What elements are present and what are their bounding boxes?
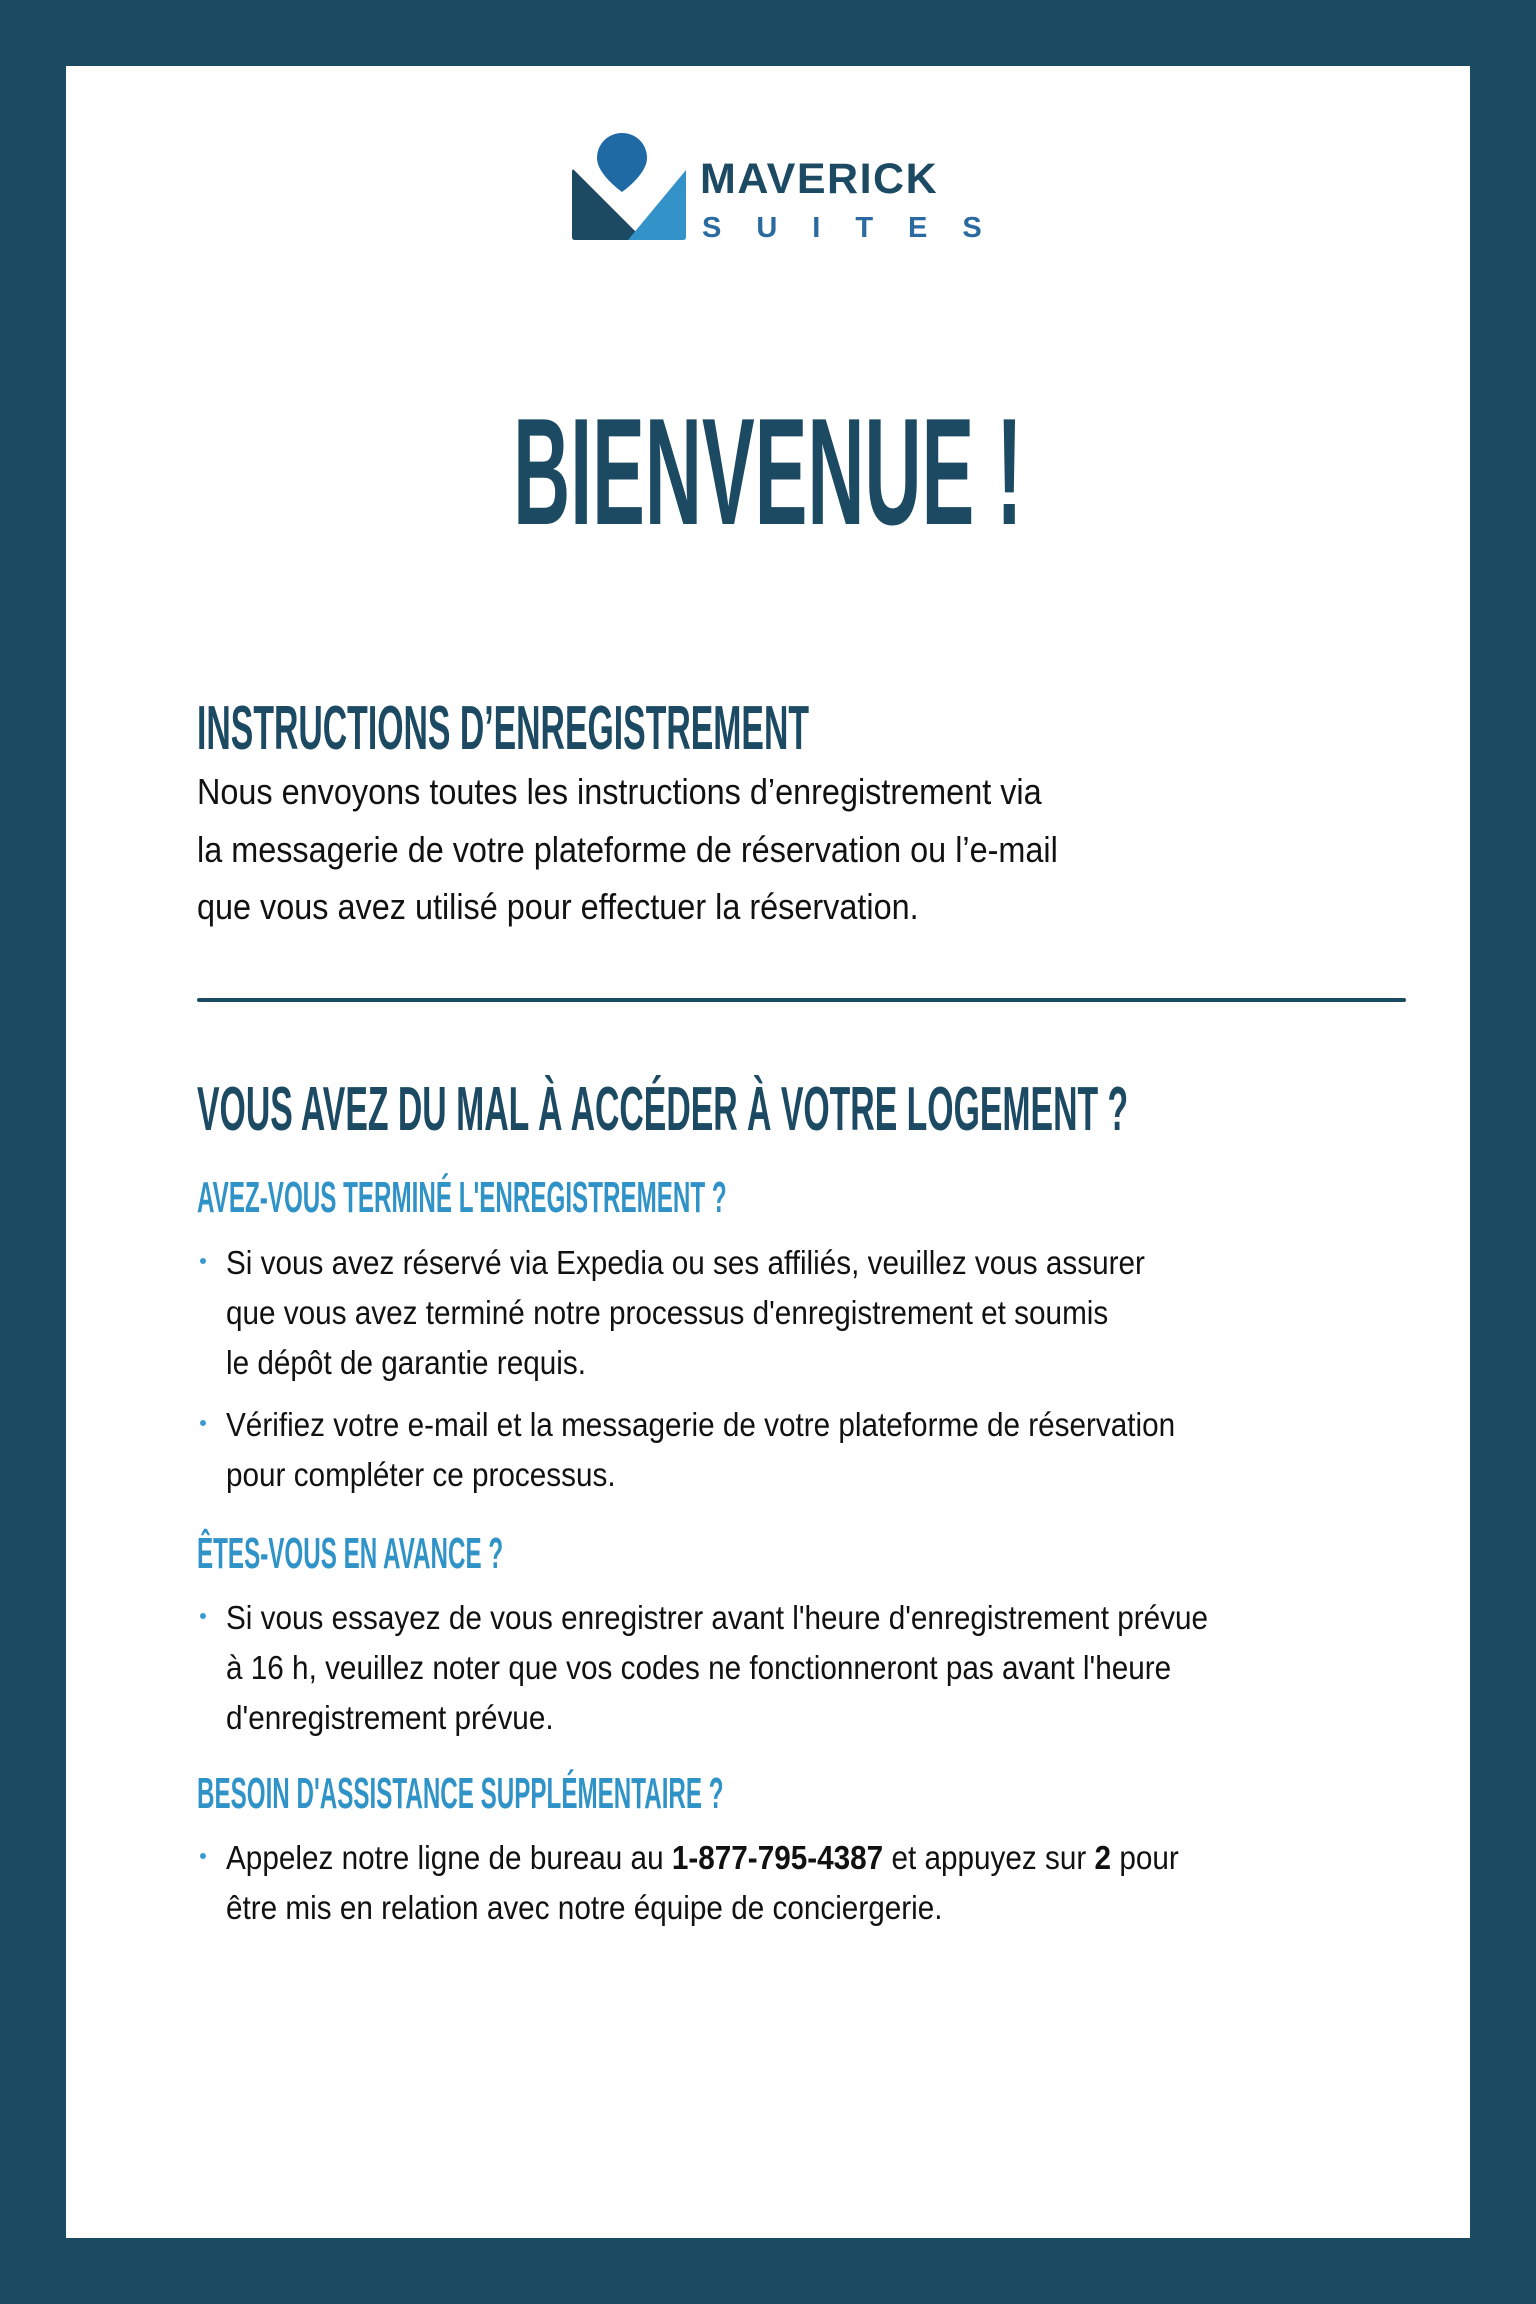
access-heading-text: VOUS AVEZ DU MAL À ACCÉDER À VOTRE LOGEMENT ? (197, 1075, 1129, 1144)
bullet-text: Si vous essayez de vous enregistrer avant l'heure d'enregistrement prévue (226, 1599, 1209, 1636)
bullet-text: d'enregistrement prévue. (226, 1699, 554, 1736)
bullet-text: Si vous avez réservé via Expedia ou ses affiliés, veuillez vous assurer (226, 1244, 1145, 1281)
bullet-expedia-line-2 (226, 1296, 1206, 1329)
page-title (66, 387, 1470, 557)
bullet-text: le dépôt de garantie requis. (226, 1344, 586, 1381)
bullet-call-line-1 (226, 1841, 1285, 1874)
bullet-text: Vérifiez votre e-mail et la messagerie de votre plateforme de réservation (226, 1406, 1176, 1443)
checkin-heading (197, 694, 1320, 763)
checkin-line-1 (197, 771, 1135, 812)
call-text-post: pour (1111, 1839, 1179, 1876)
section-divider (197, 998, 1406, 1002)
bullet-text: pour compléter ce processus. (226, 1456, 616, 1493)
subheading-assistance-text: BESOIN D'ASSISTANCE SUPPLÉMENTAIRE ? (197, 1769, 724, 1818)
bullet-early-line-3 (226, 1701, 590, 1734)
bullet-call-line-2 (226, 1891, 1022, 1924)
bullet-dot-icon (200, 1613, 206, 1619)
bullet-verify-line-2 (226, 1458, 659, 1491)
checkin-line-2 (197, 829, 1153, 870)
welcome-card (66, 66, 1470, 2238)
bullet-dot-icon (200, 1853, 206, 1859)
page-title-text: BIENVENUE ! (513, 387, 1023, 557)
call-text-mid: et appuyez sur (883, 1839, 1095, 1876)
bullet-verify-line-1 (226, 1408, 1281, 1441)
bullet-dot-icon (200, 1258, 206, 1264)
bullet-expedia-line-3 (226, 1346, 626, 1379)
checkin-heading-text: INSTRUCTIONS D’ENREGISTREMENT (197, 694, 810, 763)
bullet-text: que vous avez terminé notre processus d'enregistrement et soumis (226, 1294, 1109, 1331)
subheading-checkin-complete (197, 1173, 1160, 1222)
subheading-early (197, 1529, 754, 1578)
checkin-line-3 (197, 886, 999, 927)
bullet-early-line-2 (226, 1651, 1276, 1684)
logo-wordmark: MAVERICK (700, 155, 939, 203)
bullet-dot-icon (200, 1420, 206, 1426)
bullet-early-line-1 (226, 1601, 1317, 1634)
logo-subtitle: SUITES (702, 212, 1017, 244)
subheading-checkin-complete-text: AVEZ-VOUS TERMINÉ L'ENREGISTREMENT ? (197, 1173, 727, 1222)
bullet-text: à 16 h, veuillez noter que vos codes ne fonctionneront pas avant l'heure (226, 1649, 1172, 1686)
call-text-pre: Appelez notre ligne de bureau au (226, 1839, 672, 1876)
bullet-call-line-1-text (226, 1841, 1179, 1874)
access-heading (197, 1075, 1536, 1144)
subheading-assistance (197, 1769, 1154, 1818)
maverick-logo-icon (570, 133, 688, 241)
checkin-line-2-text: la messagerie de votre plateforme de réservation ou l’e-mail (197, 829, 1058, 870)
checkin-line-1-text: Nous envoyons toutes les instructions d’enregistrement via (197, 771, 1042, 812)
phone-number[interactable]: 1-877-795-4387 (671, 1839, 884, 1876)
phone-key: 2 (1094, 1839, 1112, 1876)
bullet-text: être mis en relation avec notre équipe de conciergerie. (226, 1889, 943, 1926)
bullet-expedia-line-1 (226, 1246, 1247, 1279)
subheading-early-text: ÊTES-VOUS EN AVANCE ? (197, 1529, 504, 1578)
checkin-line-3-text: que vous avez utilisé pour effectuer la réservation. (197, 886, 919, 927)
